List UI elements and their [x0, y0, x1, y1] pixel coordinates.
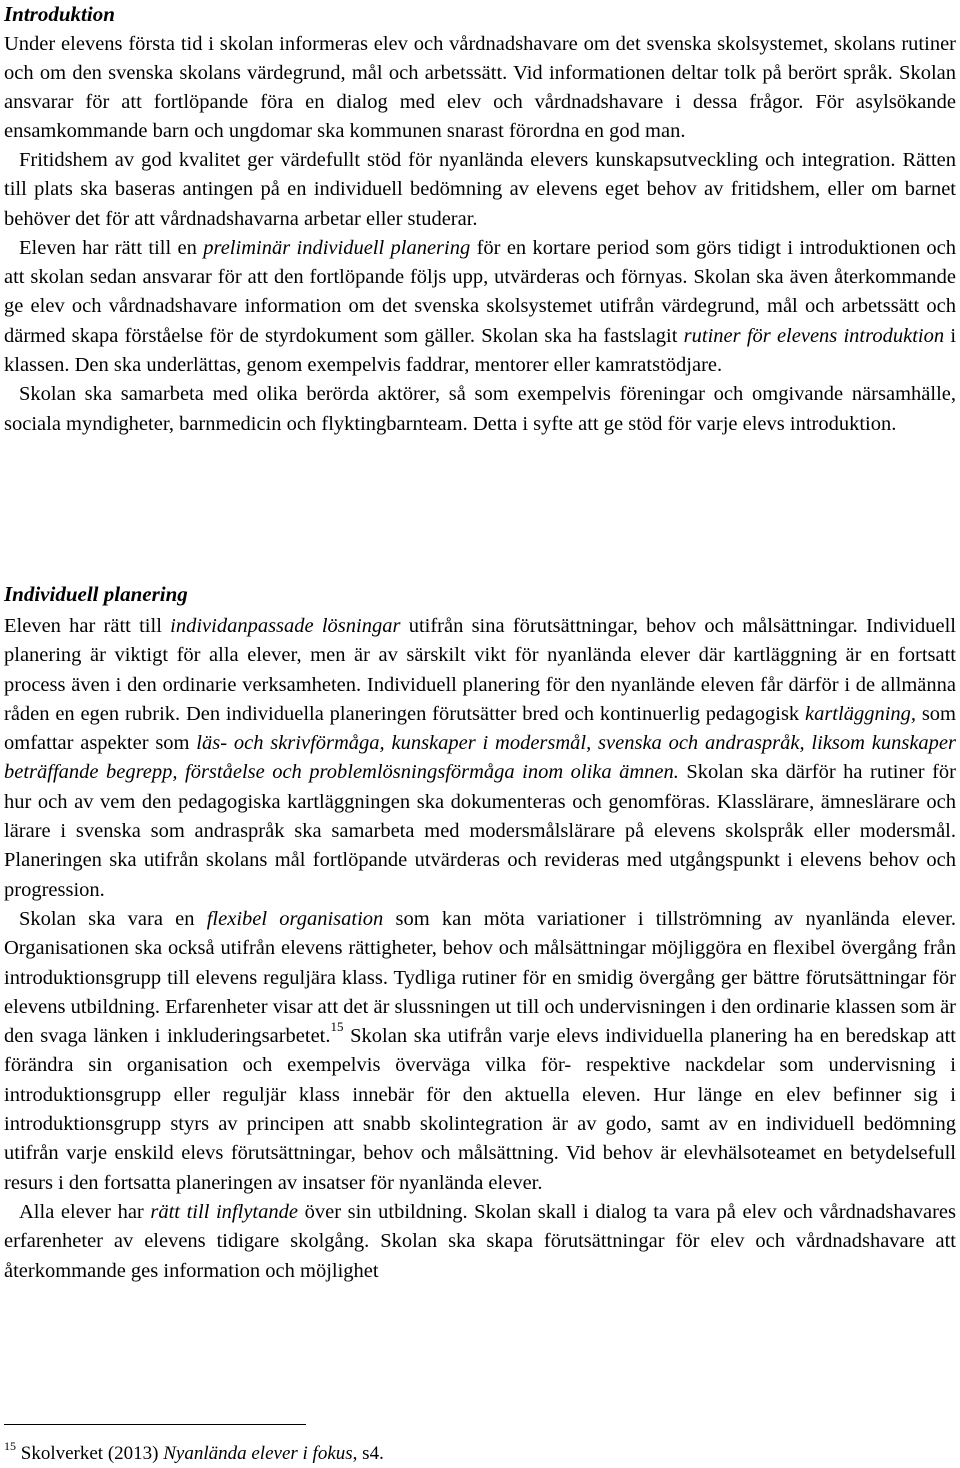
intro-p3-text-c: i klassen. Den ska underlättas, genom exempelvis faddrar, mentorer eller kamratstödjare. [4, 324, 957, 377]
planering-p1-emphasis-2: kartläggning, [804, 702, 917, 725]
heading-individuell-planering: Individuell planering [4, 582, 188, 606]
planering-paragraph-3 [4, 1198, 956, 1286]
planering-p3-text-b: över sin utbildning. Skolan skall i dialog ta vara på elev och vårdnadshavares erfarenheter av elevens tidigare skolgång. Skolan ska skapa förutsättningar för elev och vårdnadshavare att återkommande ges information och möjlighet [4, 1200, 957, 1282]
section-individuell-planering [4, 612, 956, 1286]
footnote-divider [4, 1424, 306, 1425]
planering-p2-text-a: Skolan ska vara en [19, 907, 195, 930]
footnote-number: 15 [4, 1439, 16, 1453]
planering-p2-emphasis-1: flexibel organisation [206, 907, 384, 930]
intro-paragraph-3 [4, 234, 956, 380]
planering-p3-text-a: Alla elever har [19, 1200, 144, 1223]
intro-paragraph-1: Under elevens första tid i skolan informeras elev och vårdnadshavare om det svenska skolsystemet, skolans rutiner och om den svenska skolans värdegrund, mål och arbetssätt. Vid informationen deltar tolk på berört språk. Skolan ansvarar för att fortlöpande föra en dialog med elev och vårdnadshavare i dessa frågor. För asylsökande ensamkommande barn och ungdomar ska kommunen snarast förordna en god man. [4, 33, 956, 142]
planering-p1-text-b: utifrån sina förutsättningar, behov och målsättningar. Individuell planering är viktigt för alla elever, men är av särskilt vikt för nyanlända elever där kartläggning är en fortsatt process även i den ordinarie verksamheten. Individuell planering för den nyanlände eleven får därför i de allmänna råden en egen rubrik. Den individuella planeringen förutsätter bred och kontinuerlig pedagogisk [4, 615, 956, 725]
planering-paragraph-1 [4, 612, 956, 905]
intro-paragraph-2: Fritidshem av god kvalitet ger värdefullt stöd för nyanlända elevers kunskapsutveckling och integration. Rätten till plats ska baseras antingen på en individuell bedömning av elevens eget behov av fritidshem, eller om barnet behöver det för att vårdnadshavarna arbetar eller studerar. [4, 149, 956, 230]
footnote [4, 1433, 384, 1467]
intro-p3-emphasis-1: preliminär individuell planering [203, 236, 471, 259]
footnote-title: Nyanlända elever i fokus [163, 1443, 353, 1464]
intro-p3-text-a: Eleven har rätt till en [19, 236, 197, 259]
planering-p3-emphasis-1: rätt till inflytande [150, 1200, 298, 1223]
section-introduktion [4, 30, 956, 439]
planering-p2-text-b: som kan möta variationer i tillströmning av nyanlända elever. Organisationen ska också utifrån elevens rättigheter, behov och målsättningar möjliggöra en flexibel övergång från introduktionsgrupp till elevens reguljära klass. Tydliga rutiner för en smidig övergång ger bättre förutsättningar för elevens utbildning. Erfarenheter visar att det är slussningen ut till och undervisningen i den ordinarie klassen som är den svaga länken i inkluderingsarbetet. [4, 907, 957, 1048]
planering-p1-text-c: som omfattar aspekter som [4, 702, 957, 755]
intro-p3-text-b: för en kortare period som görs tidigt i introduktionen och att skolan sedan ansvarar för att den fortlöpande följs upp, utvärderas och förnyas. Skolan ska även återkommande ge elev och vårdnadshavare information om det svenska skolsystemet utifrån värdegrund, mål och arbetssätt och därmed skapa förståelse för de styrdokument som gäller. Skolan ska ha fastslagit [4, 236, 957, 347]
footnote-reference[interactable]: 15 [330, 1019, 344, 1035]
footnote-text-a: Skolverket (2013) [20, 1443, 159, 1464]
planering-p2-text-c: Skolan ska utifrån varje elevs individuella planering ha en beredskap att förändra sin organisation och exempelvis överväga vilka för- respektive nackdelar som undervisning i introduktionsgrupp eller reguljär klass innebär för den aktuella eleven. Hur länge en elev befinner sig i introduktionsgrupp styrs av principen att snabb skolintegration är av godo, samt av en individuell bedömning utifrån varje enskild elevs förutsättningar, behov och målsättning. Vid behov är elevhälsoteamet en betydelsefull resurs i den fortsatta planeringen av insatser för nyanlända elever. [4, 1025, 957, 1194]
footnote-text-b: , s4. [352, 1443, 384, 1464]
intro-paragraph-4: Skolan ska samarbeta med olika berörda aktörer, så som exempelvis föreningar och omgivande närsamhälle, sociala myndigheter, barnmedicin och flyktingbarnteam. Detta i syfte att ge stöd för varje elevs introduktion. [4, 383, 956, 435]
planering-p1-text-d: Skolan ska därför ha rutiner för hur och av vem den pedagogiska kartläggningen ska dokumenteras och genomföras. Klasslärare, ämneslärare och lärare i svenska som andraspråk ska samarbeta med modersmålslärare på elevens skolspråk eller modersmål. Planeringen ska utifrån skolans mål fortlöpande utvärderas och revideras med utgångspunkt i elevens behov och progression. [4, 761, 957, 901]
intro-p3-emphasis-2: rutiner för elevens introduktion [683, 324, 945, 347]
planering-p1-emphasis-1: individanpassade lösningar [170, 615, 401, 637]
planering-p1-text-a: Eleven har rätt till [4, 615, 162, 637]
heading-introduktion: Introduktion [4, 2, 115, 26]
planering-paragraph-2 [4, 905, 956, 1198]
planering-p1-emphasis-3: läs- och skrivförmåga, kunskaper i modersmål, svenska och andraspråk, liksom kunskaper beträffande begrepp, förståelse och problemlösningsförmåga inom olika ämnen. [4, 732, 956, 784]
